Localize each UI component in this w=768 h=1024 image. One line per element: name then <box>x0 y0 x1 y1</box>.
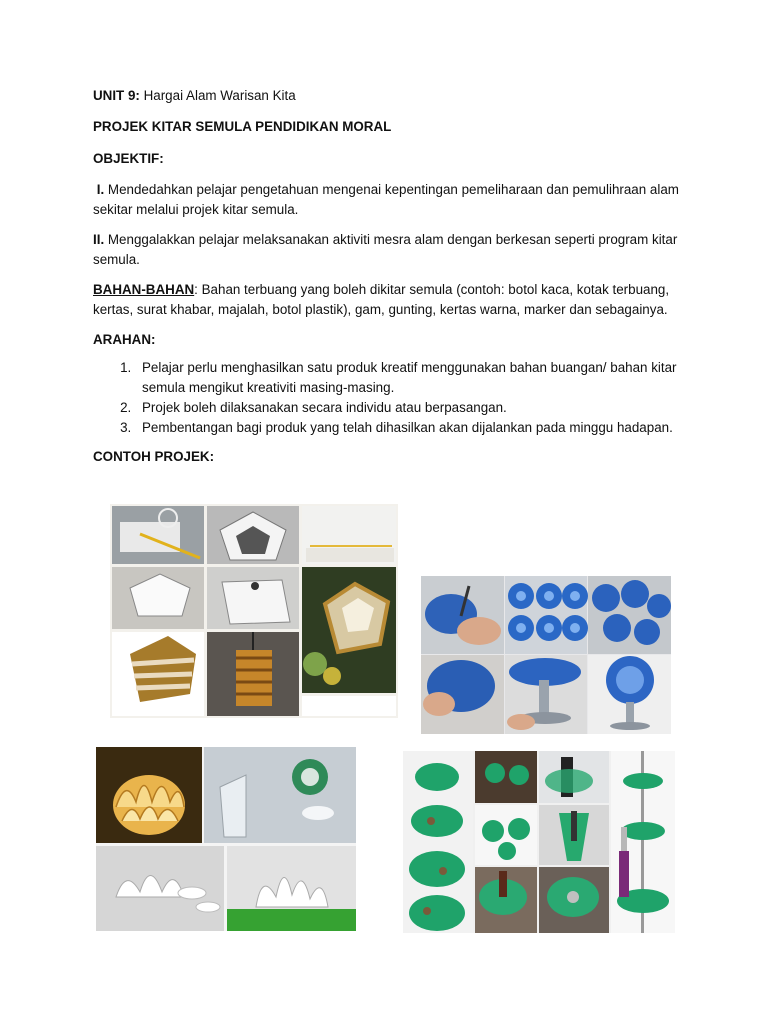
arahan-list <box>93 358 683 438</box>
unit-heading <box>93 86 683 106</box>
contoh-heading: CONTOH PROJEK: <box>93 449 215 464</box>
project-title: PROJEK KITAR SEMULA PENDIDIKAN MORAL <box>93 119 392 134</box>
objective-num-2: II. <box>93 232 105 247</box>
blue-bottle-flower-lamp-collage-image <box>421 576 671 734</box>
bahan-paragraph <box>93 280 683 320</box>
unit-label: UNIT 9: <box>93 88 140 103</box>
arahan-item-1: 1. Pelajar perlu menghasilkan satu produk kreatif menggunakan bahan buangan/ bahan kitar semula mengikut kreativiti masing-masing. <box>135 358 683 398</box>
bahan-text: : Bahan terbuang yang boleh dikitar semula (contoh: botol kaca, kotak terbuang, kertas, surat khabar, majalah, botol plastik), gam, gunting, kertas warna, marker dan sebagainya. <box>93 282 670 317</box>
objective-text-1: Mendedahkan pelajar pengetahuan mengenai kepentingan pemeliharaan dan pemulihraan alam sekitar melalui projek kitar semula. <box>93 182 679 217</box>
objective-text-2: Menggalakkan pelajar melaksanakan aktiviti mesra alam dengan berkesan seperti program kitar semula. <box>93 232 678 267</box>
objective-item-1 <box>93 180 683 220</box>
unit-title: Hargai Alam Warisan Kita <box>143 88 296 103</box>
arahan-item-2: 2. Projek boleh dilaksanakan secara individu atau berpasangan. <box>135 398 683 418</box>
white-spoon-lotus-lamp-collage-image <box>96 747 356 931</box>
paper-lampshade-collage-image <box>110 504 398 718</box>
arahan-heading: ARAHAN: <box>93 332 156 347</box>
arahan-item-3: 3. Pembentangan bagi produk yang telah dihasilkan akan dijalankan pada minggu hadapan. <box>135 418 683 438</box>
document-text <box>93 86 683 467</box>
objective-item-2 <box>93 230 683 270</box>
objektif-heading: OBJEKTIF: <box>93 151 164 166</box>
green-bottle-jewelry-holder-collage-image <box>403 751 675 933</box>
bahan-label: BAHAN-BAHAN <box>93 282 195 297</box>
objective-num-1: I. <box>96 182 105 197</box>
